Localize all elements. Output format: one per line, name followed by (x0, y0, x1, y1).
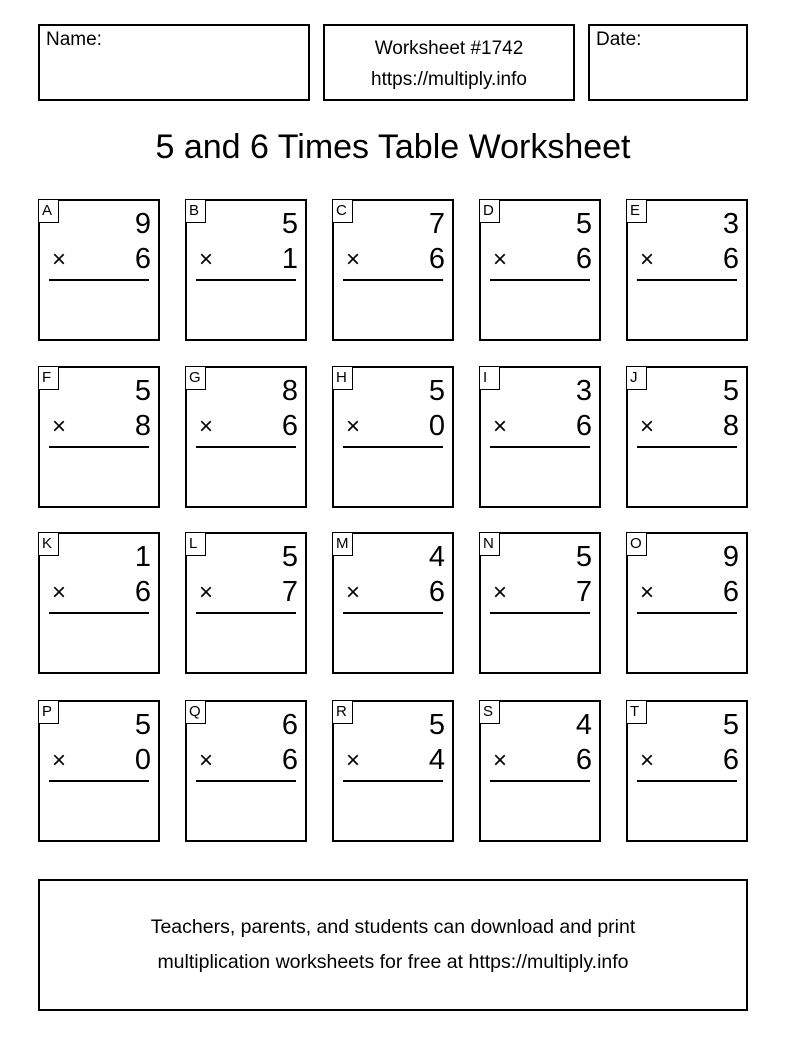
problem-card[interactable] (479, 199, 601, 341)
times-sign: × (493, 413, 508, 440)
top-factor: 5 (281, 208, 298, 240)
problem-letter: E (626, 199, 647, 223)
times-sign: × (52, 747, 67, 774)
bottom-factor: 4 (428, 744, 445, 776)
top-factor: 5 (575, 208, 592, 240)
problem-letter: M (332, 532, 353, 556)
answer-line (637, 612, 737, 614)
problem-card[interactable] (479, 366, 601, 508)
top-factor: 5 (575, 541, 592, 573)
problem-card[interactable] (332, 199, 454, 341)
name-label: Name: (46, 29, 102, 50)
times-sign: × (640, 579, 655, 606)
top-factor: 5 (428, 375, 445, 407)
top-factor: 5 (134, 709, 151, 741)
top-factor: 9 (722, 541, 739, 573)
bottom-factor: 6 (428, 576, 445, 608)
bottom-factor: 7 (281, 576, 298, 608)
top-factor: 1 (134, 541, 151, 573)
times-sign: × (493, 579, 508, 606)
name-box[interactable] (38, 24, 310, 101)
problem-letter: N (479, 532, 500, 556)
top-factor: 5 (722, 709, 739, 741)
worksheet-info-box (323, 24, 575, 101)
problem-letter: P (38, 700, 59, 724)
answer-line (49, 612, 149, 614)
times-sign: × (52, 413, 67, 440)
problem-card[interactable] (185, 532, 307, 674)
problem-letter: A (38, 199, 59, 223)
date-label: Date: (596, 29, 642, 50)
answer-line (49, 279, 149, 281)
top-factor: 3 (575, 375, 592, 407)
top-factor: 4 (575, 709, 592, 741)
times-sign: × (640, 246, 655, 273)
bottom-factor: 8 (722, 410, 739, 442)
answer-line (490, 780, 590, 782)
answer-line (196, 612, 296, 614)
problem-card[interactable] (332, 366, 454, 508)
times-sign: × (346, 246, 361, 273)
times-sign: × (493, 246, 508, 273)
problem-letter: G (185, 366, 206, 390)
bottom-factor: 6 (134, 243, 151, 275)
times-sign: × (199, 747, 214, 774)
bottom-factor: 6 (281, 744, 298, 776)
problem-letter: I (479, 366, 500, 390)
bottom-factor: 6 (575, 410, 592, 442)
answer-line (637, 780, 737, 782)
bottom-factor: 8 (134, 410, 151, 442)
problem-letter: S (479, 700, 500, 724)
answer-line (343, 780, 443, 782)
answer-line (49, 780, 149, 782)
bottom-factor: 6 (722, 243, 739, 275)
answer-line (343, 279, 443, 281)
times-sign: × (640, 747, 655, 774)
bottom-factor: 7 (575, 576, 592, 608)
top-factor: 5 (134, 375, 151, 407)
problem-card[interactable] (38, 199, 160, 341)
answer-line (490, 279, 590, 281)
date-box[interactable] (588, 24, 748, 101)
top-factor: 5 (722, 375, 739, 407)
problem-letter: Q (185, 700, 206, 724)
problem-letter: H (332, 366, 353, 390)
problem-card[interactable] (479, 700, 601, 842)
problem-letter: C (332, 199, 353, 223)
worksheet-number: Worksheet #1742 (374, 38, 524, 59)
times-sign: × (199, 246, 214, 273)
problem-card[interactable] (185, 199, 307, 341)
problem-card[interactable] (626, 366, 748, 508)
times-sign: × (346, 413, 361, 440)
times-sign: × (346, 747, 361, 774)
problem-card[interactable] (185, 700, 307, 842)
times-sign: × (493, 747, 508, 774)
answer-line (196, 446, 296, 448)
top-factor: 7 (428, 208, 445, 240)
times-sign: × (640, 413, 655, 440)
problem-card[interactable] (332, 532, 454, 674)
problem-card[interactable] (479, 532, 601, 674)
top-factor: 5 (428, 709, 445, 741)
times-sign: × (199, 413, 214, 440)
top-factor: 4 (428, 541, 445, 573)
page-title: 5 and 6 Times Table Worksheet (155, 128, 631, 166)
bottom-factor: 6 (575, 744, 592, 776)
problem-letter: K (38, 532, 59, 556)
problem-card[interactable] (38, 700, 160, 842)
problem-card[interactable] (38, 366, 160, 508)
top-factor: 5 (281, 541, 298, 573)
problem-card[interactable] (626, 199, 748, 341)
bottom-factor: 6 (722, 744, 739, 776)
top-factor: 3 (722, 208, 739, 240)
problem-card[interactable] (626, 532, 748, 674)
answer-line (196, 279, 296, 281)
answer-line (490, 612, 590, 614)
times-sign: × (346, 579, 361, 606)
problem-card[interactable] (185, 366, 307, 508)
answer-line (490, 446, 590, 448)
bottom-factor: 6 (281, 410, 298, 442)
problem-letter: T (626, 700, 647, 724)
problem-card[interactable] (626, 700, 748, 842)
top-factor: 9 (134, 208, 151, 240)
footer-box (38, 879, 748, 1011)
footer-line-1: Teachers, parents, and students can download and print (150, 916, 636, 938)
problem-card[interactable] (332, 700, 454, 842)
footer-line-2: multiplication worksheets for free at https://multiply.info (157, 951, 629, 973)
top-factor: 6 (281, 709, 298, 741)
answer-line (49, 446, 149, 448)
bottom-factor: 6 (134, 576, 151, 608)
problem-letter: D (479, 199, 500, 223)
answer-line (637, 279, 737, 281)
bottom-factor: 0 (428, 410, 445, 442)
problem-letter: R (332, 700, 353, 724)
times-sign: × (52, 579, 67, 606)
times-sign: × (199, 579, 214, 606)
site-url: https://multiply.info (371, 69, 527, 90)
problem-letter: O (626, 532, 647, 556)
problem-letter: F (38, 366, 59, 390)
bottom-factor: 6 (428, 243, 445, 275)
bottom-factor: 6 (722, 576, 739, 608)
top-factor: 8 (281, 375, 298, 407)
answer-line (343, 446, 443, 448)
problem-letter: L (185, 532, 206, 556)
bottom-factor: 1 (281, 243, 298, 275)
answer-line (196, 780, 296, 782)
answer-line (343, 612, 443, 614)
problem-card[interactable] (38, 532, 160, 674)
answer-line (637, 446, 737, 448)
problem-letter: B (185, 199, 206, 223)
footer-text (151, 910, 636, 980)
problem-letter: J (626, 366, 647, 390)
times-sign: × (52, 246, 67, 273)
bottom-factor: 0 (134, 744, 151, 776)
bottom-factor: 6 (575, 243, 592, 275)
